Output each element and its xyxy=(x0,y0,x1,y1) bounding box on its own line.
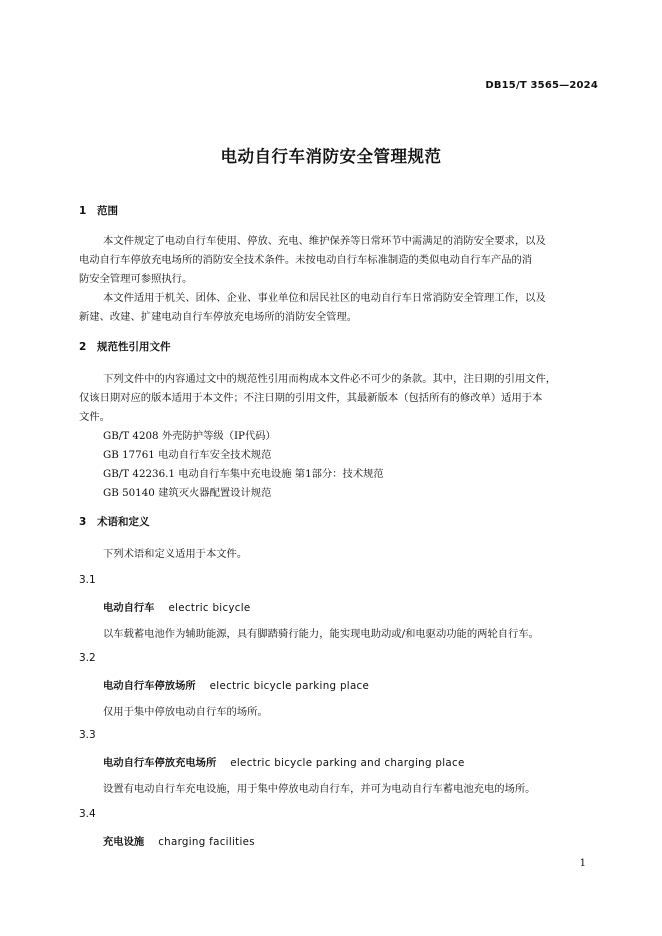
term-number: 3.4 xyxy=(79,808,96,820)
page-number: 1 xyxy=(579,858,586,869)
section-2-paragraph-1 xyxy=(79,370,556,427)
term-title xyxy=(103,754,465,769)
page-title: 电动自行车消防安全管理规范 xyxy=(220,147,442,166)
reference-item: GB 17761 电动自行车安全技术规范 xyxy=(103,449,272,461)
document-code: DB15/T 3565—2024 xyxy=(485,80,598,91)
section-title: 术语和定义 xyxy=(97,516,150,528)
text-line: 文件。 xyxy=(79,411,110,423)
section-2-heading xyxy=(79,339,171,354)
text-line: 下列文件中的内容通过文中的规范性引用而构成本文件必不可少的条款。其中，注日期的引用文件， xyxy=(103,373,557,385)
section-3-heading xyxy=(79,514,150,529)
term-number: 3.1 xyxy=(79,574,96,586)
term-chinese: 电动自行车 xyxy=(103,602,155,614)
term-title xyxy=(103,833,255,848)
text-line: 本文件规定了电动自行车使用、停放、充电、维护保养等日常环节中需满足的消防安全要求，以及 xyxy=(103,235,546,247)
term-number: 3.3 xyxy=(79,729,96,741)
text-line: 电动自行车停放充电场所的消防安全技术条件。未按电动自行车标准制造的类似电动自行车产品的消 xyxy=(79,254,533,266)
term-title xyxy=(103,599,251,614)
term-english: electric bicycle xyxy=(168,602,251,614)
section-title: 范围 xyxy=(97,205,118,217)
reference-item: GB/T 42236.1 电动自行车集中充电设施 第1部分：技术规范 xyxy=(103,468,384,480)
term-definition: 设置有电动自行车充电设施，用于集中停放电动自行车，并可为电动自行车蓄电池充电的场所。 xyxy=(103,783,536,795)
term-chinese: 电动自行车停放场所 xyxy=(103,680,196,692)
section-number: 2 xyxy=(79,341,87,353)
section-title: 规范性引用文件 xyxy=(97,341,171,353)
term-english: electric bicycle parking place xyxy=(209,680,370,692)
term-definition: 以车载蓄电池作为辅助能源，具有脚踏骑行能力，能实现电助动或/和电驱动功能的两轮自行车。 xyxy=(103,628,539,640)
text-line: 本文件适用于机关、团体、企业、事业单位和居民社区的电动自行车日常消防安全管理工作，以及 xyxy=(103,292,546,304)
term-chinese: 电动自行车停放充电场所 xyxy=(103,757,217,769)
term-number: 3.2 xyxy=(79,652,96,664)
term-english: charging facilities xyxy=(158,836,255,848)
text-line: 防安全管理可参照执行。 xyxy=(79,273,193,285)
term-chinese: 充电设施 xyxy=(103,836,145,848)
reference-item: GB 50140 建筑灭火器配置设计规范 xyxy=(103,487,272,499)
term-title xyxy=(103,677,369,692)
section-number: 3 xyxy=(79,516,87,528)
section-number: 1 xyxy=(79,205,87,217)
section-1-heading xyxy=(79,203,118,218)
text-line: 新建、改建、扩建电动自行车停放充电场所的消防安全管理。 xyxy=(79,311,358,323)
term-english: electric bicycle parking and charging place xyxy=(230,757,465,769)
reference-item: GB/T 4208 外壳防护等级（IP代码） xyxy=(103,430,276,442)
term-definition: 仅用于集中停放电动自行车的场所。 xyxy=(103,706,268,718)
section-3-intro: 下列术语和定义适用于本文件。 xyxy=(103,548,248,560)
section-1-paragraph-1 xyxy=(79,232,546,327)
text-line: 仅该日期对应的版本适用于本文件；不注日期的引用文件，其最新版本（包括所有的修改单）适用于本 xyxy=(79,392,543,404)
